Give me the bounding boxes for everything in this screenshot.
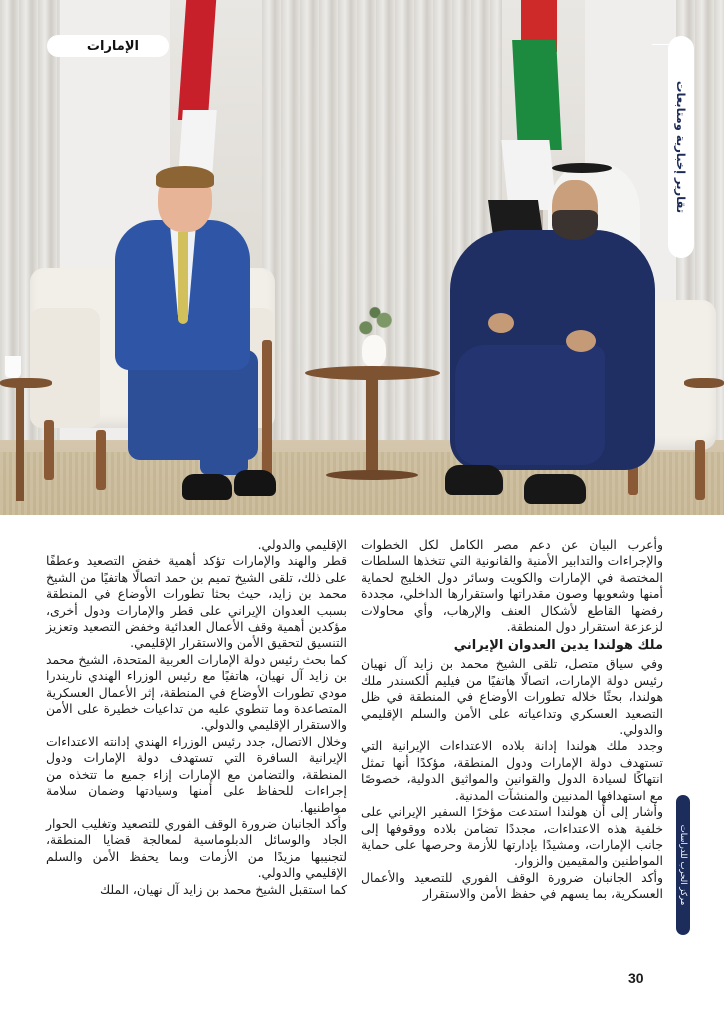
coffee-table-stem — [366, 378, 378, 473]
paragraph: وأكد الجانبان ضرورة الوقف الفوري للتصعيد وتغليب الحوار الجاد والوسائل الدبلوماسية لمعالجة قضايا المنطقة، لتجنيبها مزيدًا من الأزمات وبما يحفظ الأمن والسلم الإقليمي والدولي. — [46, 815, 347, 881]
side-strip — [676, 795, 690, 935]
paragraph: قطر والهند والإمارات تؤكد أهمية خفض التصعيد وعطفًا على ذلك، تلقى الشيخ تميم بن حمد اتصالًا هاتفيًا من الشيخ محمد بن زايد، حيث بحثا تطورات الأوضاع في المنطقة بسبب العدوان الإيراني على قطر والإمارات ودول أخرى، مؤكدين أهمية وقف الأعمال العدائية وخفض التصعيد وتعزيز التنسيق لتحقيق الأمن والاستقرار الإقليمي. — [46, 553, 347, 651]
section-badge — [47, 35, 169, 57]
vase — [362, 335, 386, 367]
section-badge-label: الإمارات — [86, 38, 139, 54]
paragraph: وفي سياق متصل، تلقى الشيخ محمد بن زايد آل نهيان رئيس دولة الإمارات، اتصالًا هاتفيًا من فيليم ألكسندر ملك هولندا، بحثًا خلاله تطورات الأوضاع في المنطقة في ظل التصعيد العسكري وتداعياته على الأمن والسلم الإقليمي والدولي. — [361, 656, 663, 738]
paragraph: كما استقبل الشيخ محمد بن زايد آل نهيان، الملك — [99, 881, 347, 897]
paragraph: وجدد ملك هولندا إدانة بلاده الاعتداءات الإيرانية التي تستهدف دولة الإمارات ودول المنطقة، مؤكدًا أنها تمثل انتهاكًا لسيادة الدول والقوانين والمواثيق الدولية، خصوصًا مع استهدافها المدنيين والمنشآت المدنية. — [361, 738, 663, 803]
coffee-table-base — [326, 470, 418, 480]
chair-leg — [695, 440, 705, 500]
page-number: 30 — [628, 970, 644, 986]
article-column-left — [46, 537, 347, 898]
paragraph: وأعرب البيان عن دعم مصر الكامل لكل الخطوات والإجراءات والتدابير الأمنية والقانونية التي تتخذها السلطات المختصة في الإمارات والكويت وسائر دول الخليج لحماية أمنها وشعوبها وصون مقدراتها واستقرارها الداخلي، مجددة رفضها القاطع لأشكال العنف والإرهاب، وأي محاولات لزعزعة استقرار دول المنطقة. — [361, 537, 663, 635]
side-tab — [668, 36, 694, 258]
side-strip-label: مركز الحرب للدراسات — [678, 824, 688, 906]
chair-leg — [44, 420, 54, 480]
paragraph: وأكد الجانبان ضرورة الوقف الفوري للتصعيد والأعمال العسكرية، بما يسهم في حفظ الأمن والاستقرار — [361, 869, 663, 902]
paragraph: وخلال الاتصال، جدد رئيس الوزراء الهندي إدانته الاعتداءات الإيرانية السافرة التي تستهدف دولة الإمارات ودول المنطقة، والتضامن مع الإمارات إزاء جميع ما تتخذه من إجراءات للحفاظ على أمنها وسيادتها وضمان سلامة مواطنيها. — [46, 733, 347, 815]
chair-leg — [262, 340, 272, 490]
side-tab-label: تقارير إخبارية ومتابعات — [674, 80, 688, 214]
cup — [5, 356, 21, 378]
paragraph: الإقليمي والدولي. — [257, 537, 347, 552]
chair-leg — [96, 430, 106, 490]
subheading: ملك هولندا يدين العدوان الإيراني — [453, 638, 663, 654]
article-column-right — [361, 537, 663, 903]
paragraph: كما بحث رئيس دولة الإمارات العربية المتحدة، الشيخ محمد بن زايد آل نهيان، هاتفيًا مع رئيس الوزراء الهندي ناريندرا مودي تطورات الأوضاع في المنطقة، إثر الأعمال العسكرية المتصاعدة وما تنطوي عليه من تداعيات خطيرة على الأمن والاستقرار الإقليمي والدولي. — [46, 651, 347, 733]
side-table — [0, 378, 52, 388]
side-table-leg — [16, 386, 24, 501]
paragraph: وأشار إلى أن هولندا استدعت مؤخرًا السفير الإيراني على خلفية هذه الاعتداءات، مجددًا تضامن بلاده ووقوفها إلى جانب الإمارات، ومشيدًا بإدارتها للأزمة وحرصها على حماية المواطنين والمقيمين والزوار. — [361, 804, 663, 869]
side-table — [684, 378, 724, 388]
